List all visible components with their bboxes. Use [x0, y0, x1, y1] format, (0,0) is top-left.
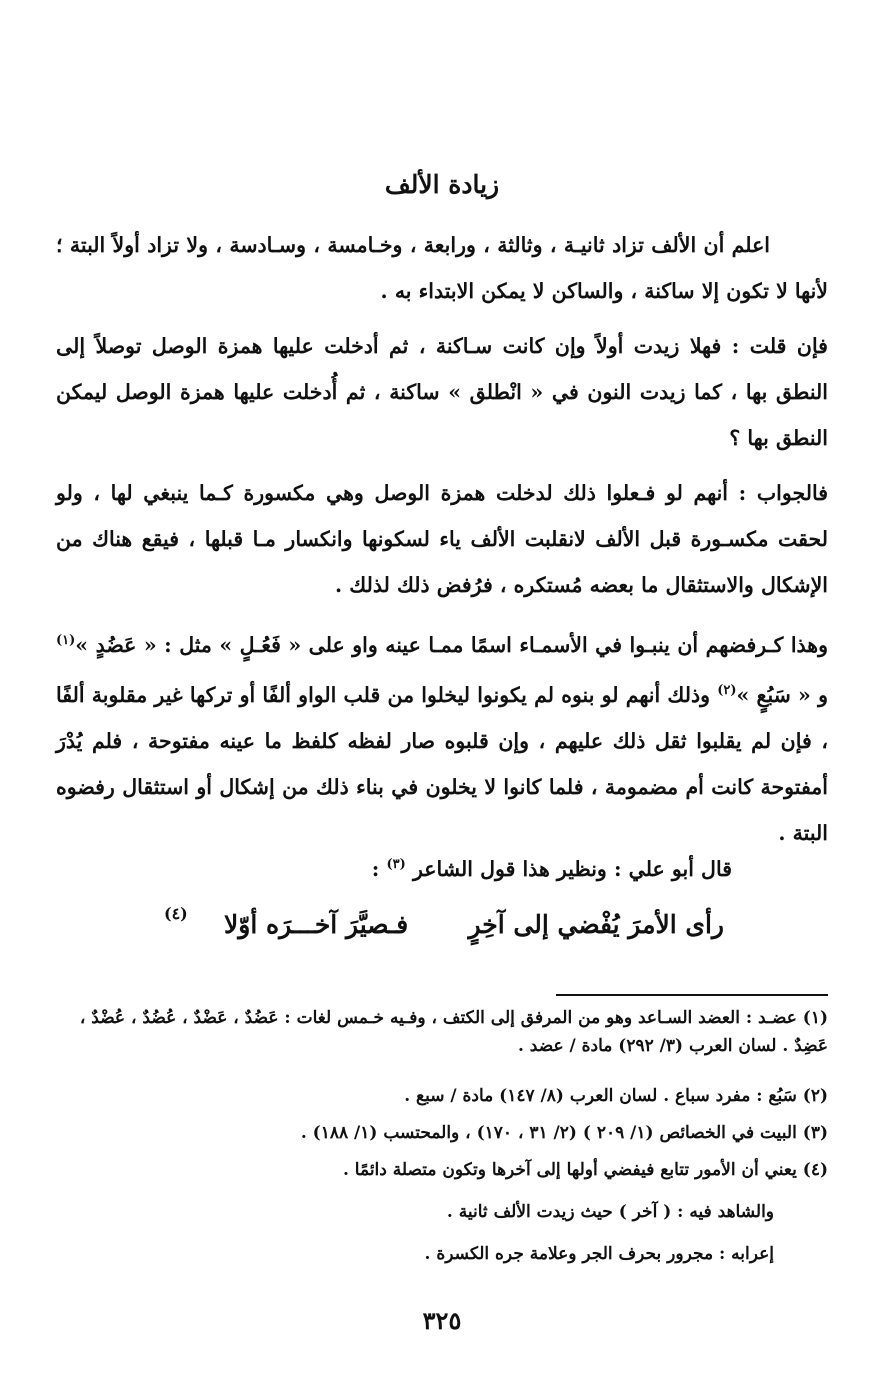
paragraph-4-part-2: و « سَبُعٍ »	[736, 682, 828, 707]
verse-intro	[372, 857, 732, 881]
footnote-3: (٣) البيت في الخصائص (١/ ٢٠٩ ) (٢/ ٣١ ، ١٧٠) ، والمحتسب (١/ ١٨٨) .	[300, 1123, 828, 1143]
verse-second-hemistich: فـصيَّرَ آخـــرَه أوّلا	[224, 910, 409, 939]
paragraph-3: فالجواب : أنهم لو فـعلوا ذلك لدخلت همزة الوصل وهي مكسورة كـما ينبغي لها ، ولو لحقت مكسـورة قبل الألف لانقلبت الألف ياء لسكونها وانكسار مـا قبلها ، فيقع هناك من الإشكال والاستثقال ما بعضه مُستكره ، فرُفض ذلك لذلك .	[56, 481, 828, 597]
footnote-ref-3: (٣)	[386, 857, 406, 873]
paragraph-1: اعلم أن الألف تزاد ثانيـة ، وثالثة ، ورابعة ، وخـامسة ، وسـادسة ، ولا تزاد أولاً البتة ؛ لأنها لا تكون إلا ساكنة ، والساكن لا يمكن الابتداء به .	[56, 233, 828, 303]
footnote-separator	[556, 994, 828, 996]
paragraph-2: فإن قلت : فهلا زيدت أولاً وإن كانت سـاكنة ، ثم أدخلت عليها همزة الوصل توصلاً إلى النطق بها ، كما زيدت النون في « انْطلق » ساكنة ، ثم أُدخلت عليها همزة الوصل ليمكن النطق بها ؟	[56, 334, 828, 450]
footnote-ref-1: (١)	[56, 633, 76, 648]
footnote-1: (١) عضـد : العضد السـاعد وهو من المرفق إلى الكتف ، وفـيه خـمس لغات : عَضُدٌ ، عَضْدٌ ، عُضُدٌ ، عُضْدٌ ، عَضِدٌ . لسان العرب (٣/ ٢٩٢) مادة / عضد .	[79, 1008, 828, 1056]
section-title: زيادة الألف	[384, 170, 500, 199]
footnote-ref-2: (٢)	[717, 682, 737, 698]
footnote-ref-4: (٤)	[164, 904, 188, 923]
paragraph-4	[56, 618, 828, 856]
verse-intro-colon: :	[371, 857, 387, 881]
footnote-4: (٤) يعني أن الأمور تتابع فيفضي أولها إلى آخرها وتكون متصلة دائمًا .	[342, 1160, 828, 1180]
footnote-2: (٢) سَبُع : مفرد سباع . لسان العرب (٨/ ١٤٧) مادة / سبع .	[404, 1086, 828, 1106]
verse-intro-text: قال أبو علي : ونظير هذا قول الشاعر	[412, 857, 732, 881]
paragraph-4-part-3: وذلك أنهم لو بنوه لم يكونوا ليخلوا من قلب الواو ألفًا أو تركها غير مقلوبة ألفًا ، فإن لم يقلبوا ثقل ذلك عليهم ، وإن قلبوه صار لفظه كلفظ ما عينه مفتوحة ، فلم يُدْرَ أمفتوحة كانت أم مضمومة ، فلما كانوا لا يخلون في بناء ذلك من إشكال أو استثقال رفضوه البتة .	[56, 682, 828, 845]
footnote-4-parsing: إعرابه : مجرور بحرف الجر وعلامة جره الكسرة .	[424, 1244, 774, 1264]
poetry-verse	[164, 904, 724, 960]
page-number: ٣٢٥	[422, 1306, 462, 1335]
verse-first-hemistich: رأى الأمرَ يُفْضي إلى آخِرٍ	[468, 910, 724, 939]
footnote-4-evidence: والشاهد فيه : ( آخر ) حيث زيدت الألف ثانية .	[446, 1202, 774, 1222]
paragraph-4-part-1: وهذا كـرفضهم أن ينبـوا في الأسمـاء اسمًا ممـا عينه واو على « فَعُـلٍ » مثل : « عَضُدٍ »	[75, 632, 828, 657]
